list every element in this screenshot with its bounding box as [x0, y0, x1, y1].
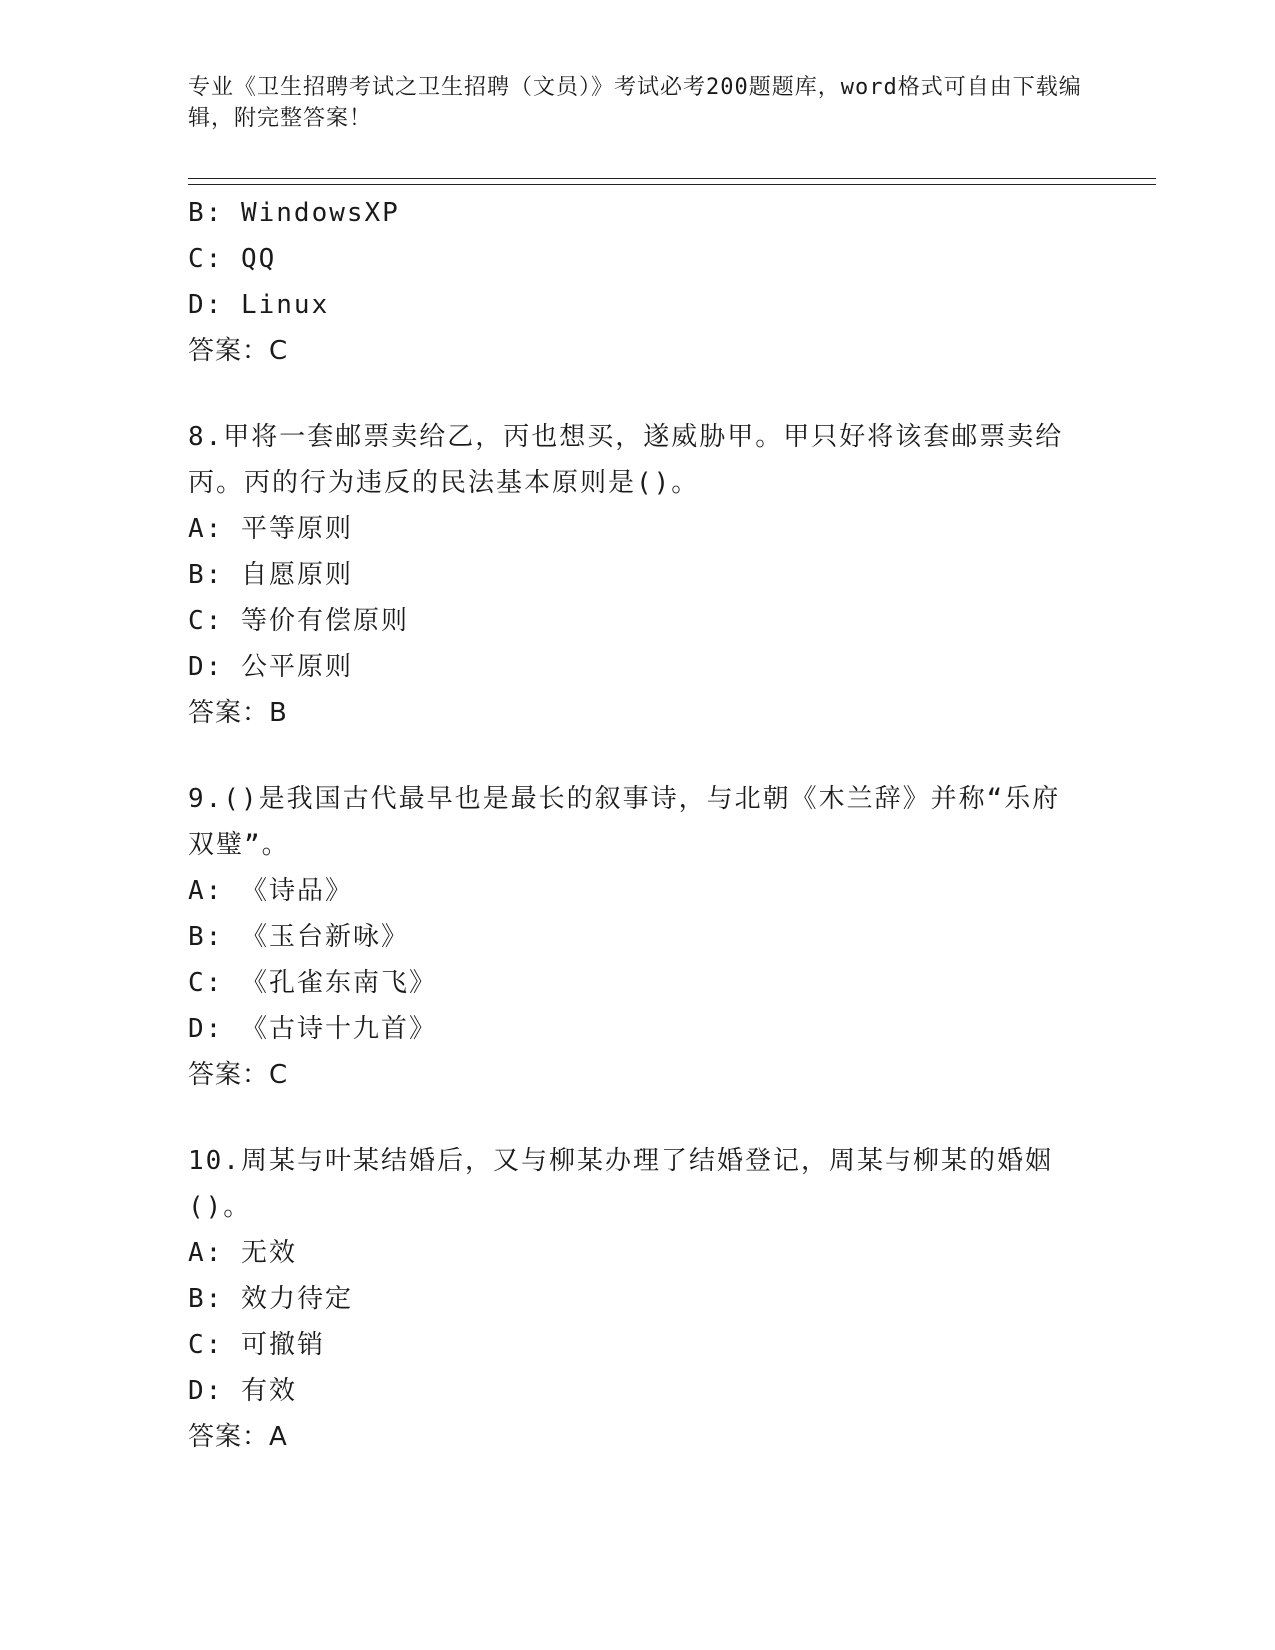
document-header: 专业《卫生招聘考试之卫生招聘（文员）》考试必考200题题库，word格式可自由下载编辑，附完整答案！	[188, 75, 1082, 131]
header-divider-bottom	[188, 184, 1156, 185]
option-a: A: 无效	[188, 1238, 297, 1268]
option-d: D: 有效	[188, 1376, 297, 1406]
question-text: 9.()是我国古代最早也是最长的叙事诗，与北朝《木兰辞》并称“乐府双璧”。	[188, 784, 1061, 860]
answer-line: 答案：C	[188, 336, 289, 366]
option-a: A: 平等原则	[188, 514, 353, 544]
question-list	[188, 190, 1088, 1460]
option-d: D: Linux	[188, 290, 330, 320]
option-d: D: 《古诗十九首》	[188, 1014, 437, 1044]
answer-line: 答案：C	[188, 1060, 289, 1090]
option-c: C: 等价有偿原则	[188, 606, 409, 636]
option-b: B: WindowsXP	[188, 198, 400, 228]
option-c: C: QQ	[188, 244, 277, 274]
option-a: A: 《诗品》	[188, 876, 353, 906]
option-b: B: 自愿原则	[188, 560, 353, 590]
option-c: C: 可撤销	[188, 1330, 325, 1360]
question-10	[188, 1138, 1088, 1460]
header-divider-top	[188, 178, 1156, 179]
question-9	[188, 776, 1088, 1098]
option-b: B: 《玉台新咏》	[188, 922, 409, 952]
option-d: D: 公平原则	[188, 652, 353, 682]
question-text: 10.周某与叶某结婚后，又与柳某办理了结婚登记，周某与柳某的婚姻()。	[188, 1146, 1053, 1222]
question-8	[188, 414, 1088, 736]
option-c: C: 《孔雀东南飞》	[188, 968, 437, 998]
option-b: B: 效力待定	[188, 1284, 353, 1314]
answer-line: 答案：B	[188, 698, 288, 728]
question-text: 8.甲将一套邮票卖给乙，丙也想买，遂威胁甲。甲只好将该套邮票卖给丙。丙的行为违反的民法基本原则是()。	[188, 422, 1064, 498]
question-7-tail	[188, 190, 1088, 374]
answer-line: 答案：A	[188, 1422, 288, 1452]
